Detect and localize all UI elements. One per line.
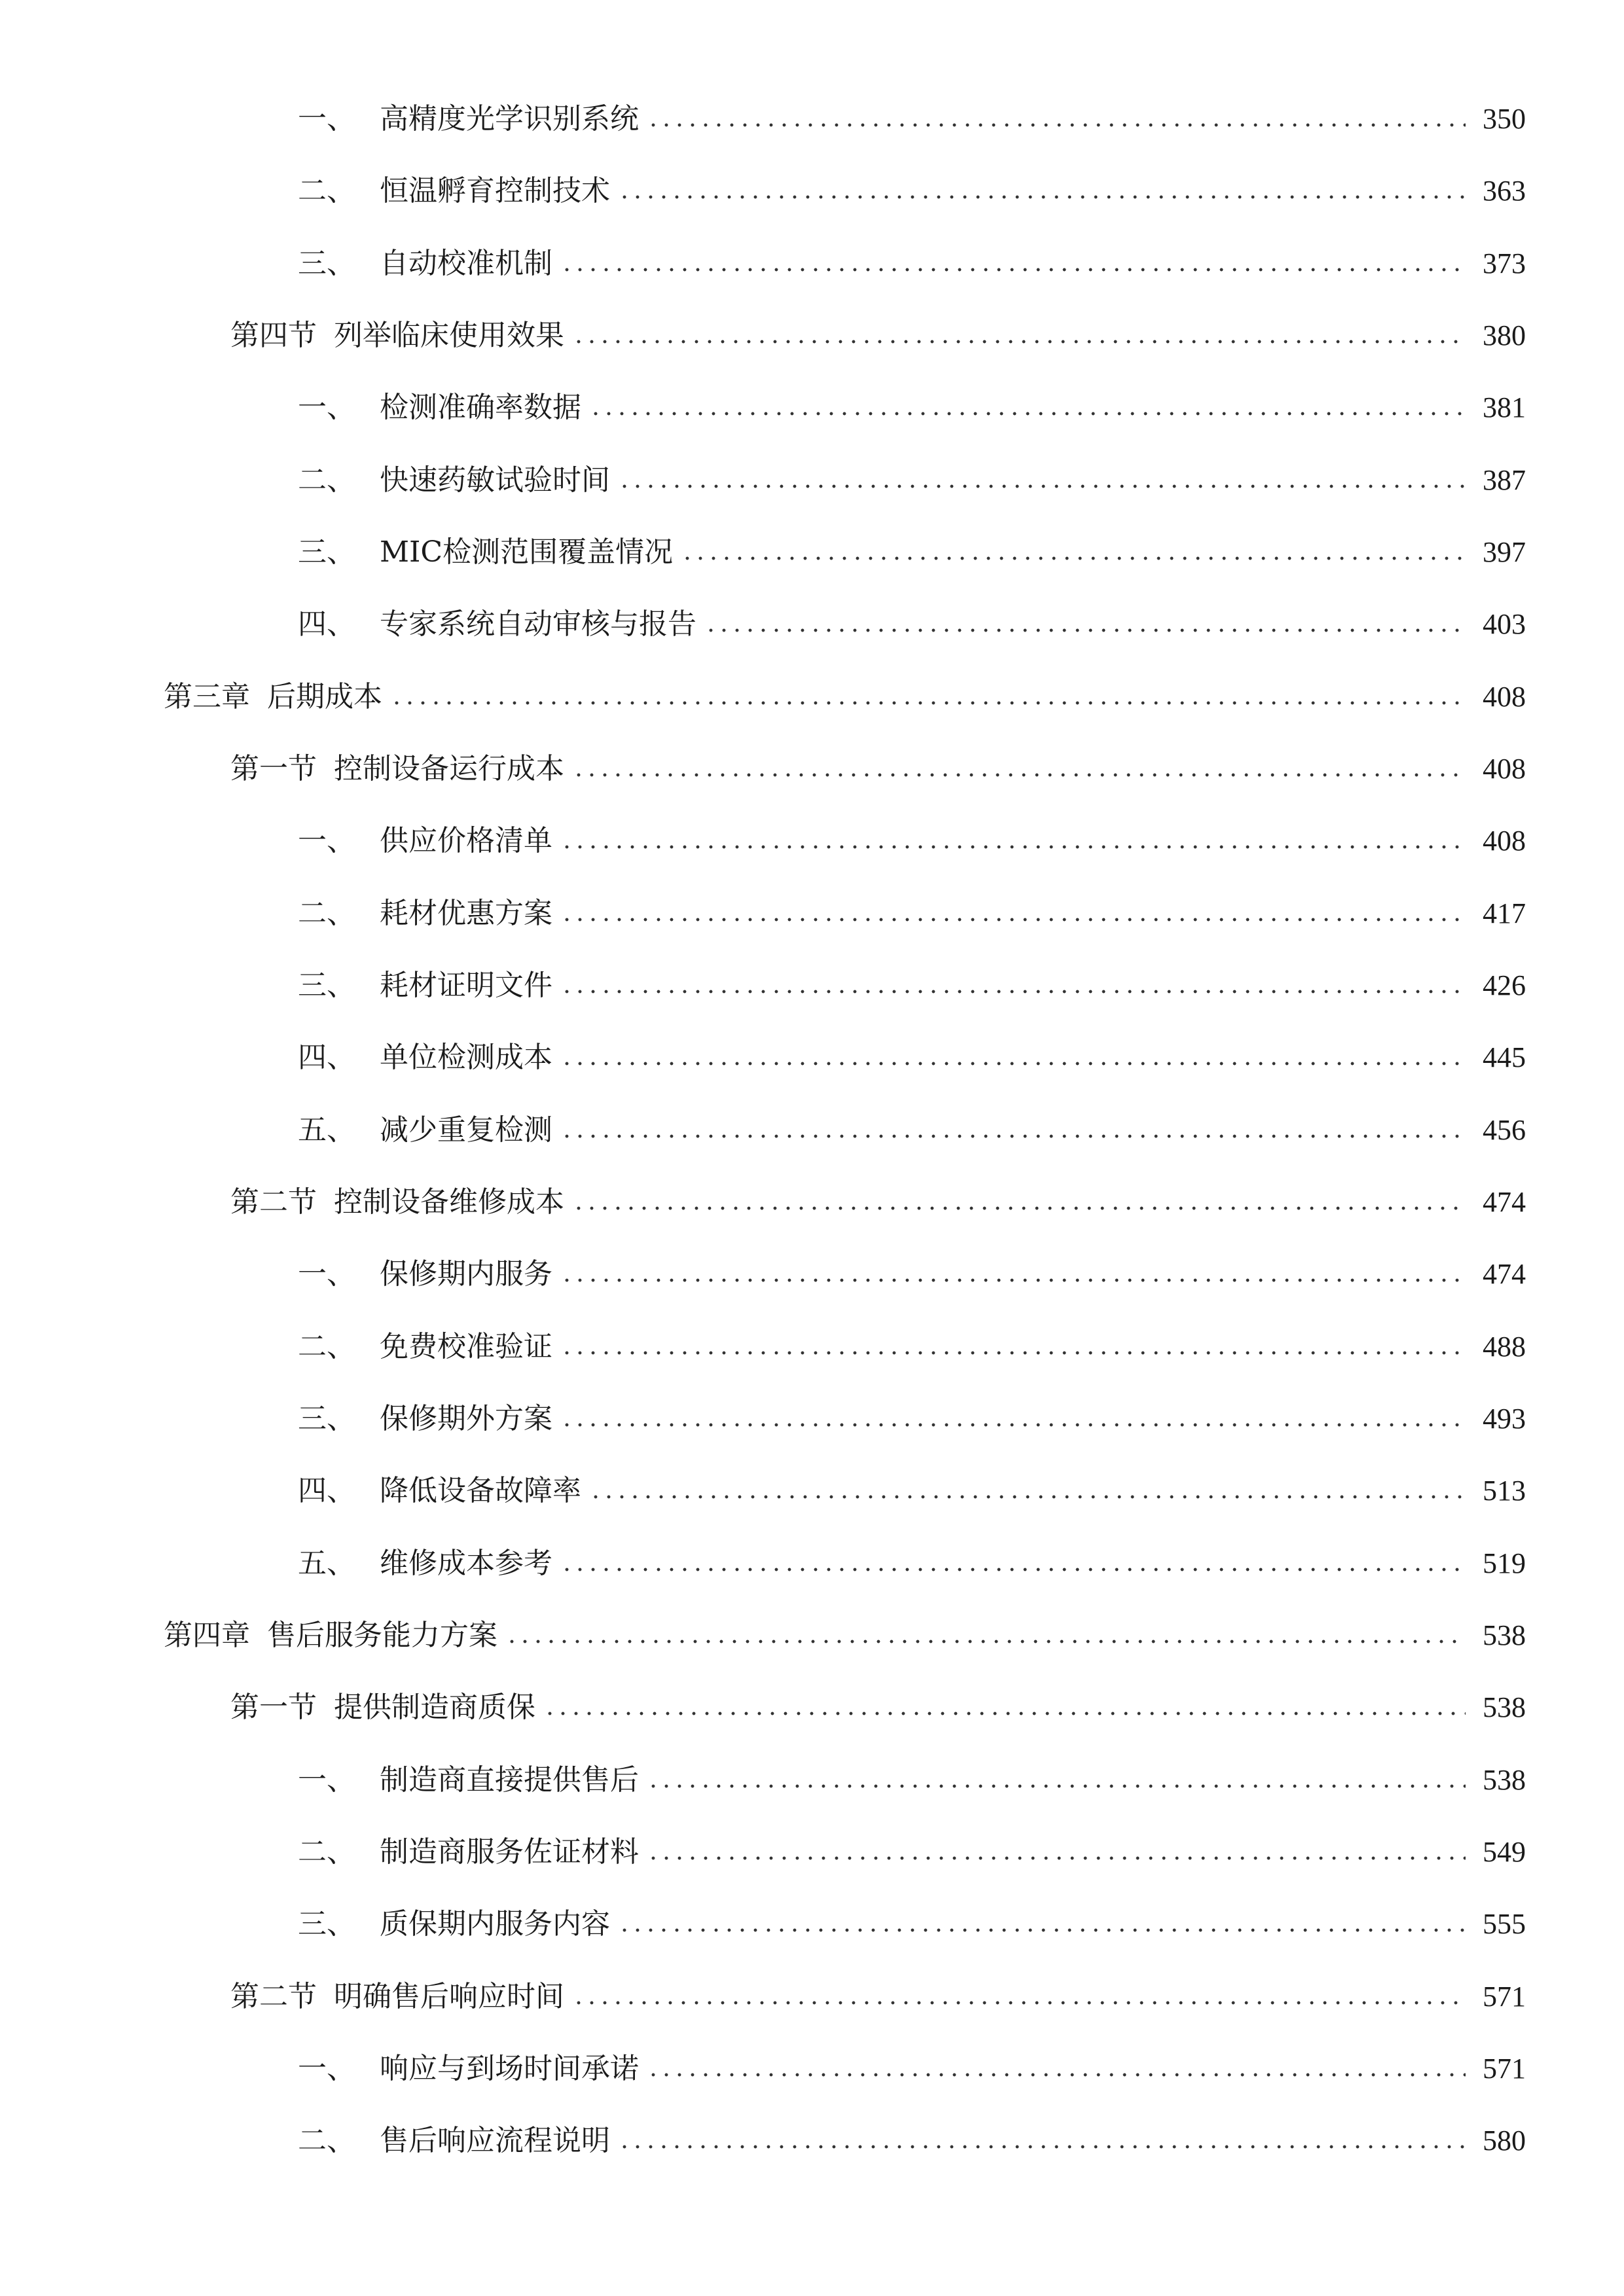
toc-entry-page: 513: [1483, 1475, 1526, 1507]
toc-entry-page: 571: [1483, 2053, 1526, 2085]
toc-entry-number: 第四节: [230, 319, 317, 352]
dot-leader: [647, 1856, 1466, 1860]
toc-entry[interactable]: [298, 165, 1526, 217]
toc-entry-page: 445: [1483, 1041, 1526, 1073]
toc-entry-number: 第四章: [164, 1619, 250, 1652]
toc-entry[interactable]: [298, 454, 1526, 507]
toc-entry[interactable]: [298, 960, 1526, 1012]
toc-entry-title: 保修期内服务: [380, 1257, 552, 1291]
toc-entry-title: 制造商直接提供售后: [380, 1763, 639, 1797]
dot-leader: [572, 340, 1466, 344]
toc-entry-title: 控制设备运行成本: [334, 752, 564, 785]
toc-entry-page: 373: [1483, 247, 1526, 279]
toc-entry-page: 417: [1483, 897, 1526, 929]
dot-leader: [560, 845, 1466, 849]
toc-entry-number: 四、: [298, 1041, 355, 1074]
toc-entry-page: 519: [1483, 1547, 1526, 1579]
toc-entry-title: 高精度光学识别系统: [380, 102, 639, 135]
toc-entry-page: 408: [1483, 753, 1526, 785]
dot-leader: [560, 1351, 1466, 1355]
toc-entry-number: 一、: [298, 2052, 355, 2085]
toc-entry-title: 自动校准机制: [380, 247, 552, 280]
toc-entry-page: 538: [1483, 1764, 1526, 1796]
toc-entry-page: 426: [1483, 969, 1526, 1001]
toc-entry-title: 保修期外方案: [380, 1402, 552, 1435]
toc-entry-title: 供应价格清单: [380, 824, 552, 857]
dot-leader: [647, 2073, 1466, 2077]
toc-entry[interactable]: [230, 310, 1526, 362]
toc-entry-page: 549: [1483, 1836, 1526, 1868]
toc-entry-number: 二、: [298, 897, 355, 930]
dot-leader: [560, 990, 1466, 994]
dot-leader: [560, 1134, 1466, 1138]
toc-entry-page: 403: [1483, 608, 1526, 640]
toc-entry-page: 474: [1483, 1186, 1526, 1218]
toc-entry-number: 二、: [298, 1330, 355, 1363]
toc-entry-number: 二、: [298, 1835, 355, 1869]
toc-entry-number: 四、: [298, 607, 355, 641]
toc-entry[interactable]: [298, 2043, 1526, 2095]
toc-entry-page: 350: [1483, 103, 1526, 135]
dot-leader: [560, 1062, 1466, 1066]
toc-entry-title: 耗材优惠方案: [380, 897, 552, 930]
toc-entry-number: 一、: [298, 1763, 355, 1797]
toc-entry-title: 响应与到场时间承诺: [380, 2052, 639, 2085]
dot-leader: [543, 1712, 1466, 1715]
toc-entry-page: 580: [1483, 2125, 1526, 2157]
toc-entry-number: 第一节: [230, 1691, 317, 1724]
dot-leader: [560, 1278, 1466, 1282]
toc-entry-number: 五、: [298, 1547, 355, 1580]
toc-entry-title: 售后服务能力方案: [267, 1619, 497, 1652]
toc-entry-page: 571: [1483, 1981, 1526, 2013]
toc-entry-number: 第二节: [230, 1980, 317, 2013]
toc-entry[interactable]: [298, 815, 1526, 867]
toc-entry[interactable]: [298, 1465, 1526, 1517]
toc-entry[interactable]: [298, 888, 1526, 940]
toc-entry[interactable]: [298, 2115, 1526, 2167]
toc-entry-title: 后期成本: [267, 680, 382, 713]
toc-entry-number: 四、: [298, 1474, 355, 1507]
toc-entry[interactable]: [298, 382, 1526, 434]
dot-leader: [560, 1568, 1466, 1571]
toc-entry-number: 二、: [298, 463, 355, 497]
toc-entry-number: 第一节: [230, 752, 317, 785]
toc-entry[interactable]: [298, 1898, 1526, 1950]
toc-entry-page: 408: [1483, 681, 1526, 713]
toc-entry-title: 售后响应流程说明: [380, 2124, 610, 2157]
toc-entry-number: 一、: [298, 824, 355, 857]
toc-entry-title: 单位检测成本: [380, 1041, 552, 1074]
toc-entry-number: 第三章: [164, 680, 250, 713]
toc-entry-page: 474: [1483, 1258, 1526, 1290]
toc-entry-page: 456: [1483, 1114, 1526, 1146]
toc-entry-page: 363: [1483, 175, 1526, 207]
toc-entry[interactable]: [298, 93, 1526, 145]
toc-entry[interactable]: [298, 598, 1526, 651]
toc-entry[interactable]: [230, 743, 1526, 795]
dot-leader: [589, 412, 1466, 416]
toc-entry-title: 专家系统自动审核与报告: [380, 607, 696, 641]
toc-entry-page: 493: [1483, 1403, 1526, 1435]
toc-entry-title: 恒温孵育控制技术: [380, 174, 610, 207]
toc-entry-title: 制造商服务佐证材料: [380, 1835, 639, 1869]
dot-leader: [704, 628, 1466, 632]
toc-entry-title: 减少重复检测: [380, 1113, 552, 1147]
toc-entry-page: 387: [1483, 464, 1526, 496]
toc-entry[interactable]: [298, 1248, 1526, 1300]
toc-entry-number: 一、: [298, 1257, 355, 1291]
toc-entry[interactable]: [298, 238, 1526, 290]
dot-leader: [390, 701, 1466, 705]
toc-entry-page: 555: [1483, 1908, 1526, 1940]
toc-entry-title: 明确售后响应时间: [334, 1980, 564, 2013]
toc-entry-number: 五、: [298, 1113, 355, 1147]
toc-entry[interactable]: [298, 1537, 1526, 1590]
toc-entry-number: 第二节: [230, 1185, 317, 1219]
toc-entry-number: 三、: [298, 247, 355, 280]
toc-entry-title: 快速药敏试验时间: [380, 463, 610, 497]
toc-entry[interactable]: [164, 1609, 1526, 1662]
toc-entry-page: 538: [1483, 1619, 1526, 1651]
dot-leader: [618, 484, 1466, 488]
toc-entry-number: 三、: [298, 1907, 355, 1941]
dot-leader: [505, 1640, 1466, 1643]
toc-entry-title: 耗材证明文件: [380, 969, 552, 1002]
toc-entry-number: 一、: [298, 391, 355, 424]
toc-entry[interactable]: [230, 1681, 1526, 1734]
toc-entry-number: 二、: [298, 174, 355, 207]
toc-entry-title: 降低设备故障率: [380, 1474, 581, 1507]
toc-entry-number: 二、: [298, 2124, 355, 2157]
toc-entry[interactable]: [298, 526, 1526, 579]
dot-leader: [589, 1495, 1466, 1499]
toc-entry-title: 检测准确率数据: [380, 391, 581, 424]
toc-entry[interactable]: [298, 1393, 1526, 1445]
toc-entry-page: 380: [1483, 319, 1526, 351]
dot-leader: [618, 2145, 1466, 2149]
dot-leader: [572, 2001, 1466, 2005]
toc-entry-title: 控制设备维修成本: [334, 1185, 564, 1219]
toc-entry-title: 质保期内服务内容: [380, 1907, 610, 1941]
toc-entry-number: 三、: [298, 535, 355, 569]
dot-leader: [572, 773, 1466, 777]
toc-entry-page: 381: [1483, 391, 1526, 423]
dot-leader: [572, 1206, 1466, 1210]
toc-entry-title: MIC检测范围覆盖情况: [380, 535, 674, 569]
dot-leader: [560, 1423, 1466, 1427]
dot-leader: [618, 195, 1466, 199]
toc-entry-title: 列举临床使用效果: [334, 319, 564, 352]
toc-entry[interactable]: [230, 1971, 1526, 2023]
dot-leader: [647, 1784, 1466, 1788]
dot-leader: [681, 556, 1466, 560]
toc-entry[interactable]: [298, 1104, 1526, 1157]
toc-entry[interactable]: [298, 1321, 1526, 1373]
toc-entry-page: 488: [1483, 1331, 1526, 1363]
toc-entry-title: 提供制造商质保: [334, 1691, 535, 1724]
toc-entry[interactable]: [298, 1031, 1526, 1084]
toc-entry-page: 397: [1483, 536, 1526, 568]
toc-entry[interactable]: [298, 1754, 1526, 1806]
toc-entry[interactable]: [298, 1826, 1526, 1878]
toc-entry-number: 三、: [298, 969, 355, 1002]
dot-leader: [647, 123, 1466, 127]
toc-entry-title: 维修成本参考: [380, 1547, 552, 1580]
dot-leader: [618, 1928, 1466, 1932]
toc-entry[interactable]: [230, 1176, 1526, 1229]
toc-entry-number: 三、: [298, 1402, 355, 1435]
dot-leader: [560, 268, 1466, 272]
toc-entry-number: 一、: [298, 102, 355, 135]
toc-entry-page: 538: [1483, 1691, 1526, 1723]
toc-entry-page: 408: [1483, 825, 1526, 857]
toc-entry[interactable]: [164, 671, 1526, 723]
toc-entry-title: 免费校准验证: [380, 1330, 552, 1363]
dot-leader: [560, 918, 1466, 922]
